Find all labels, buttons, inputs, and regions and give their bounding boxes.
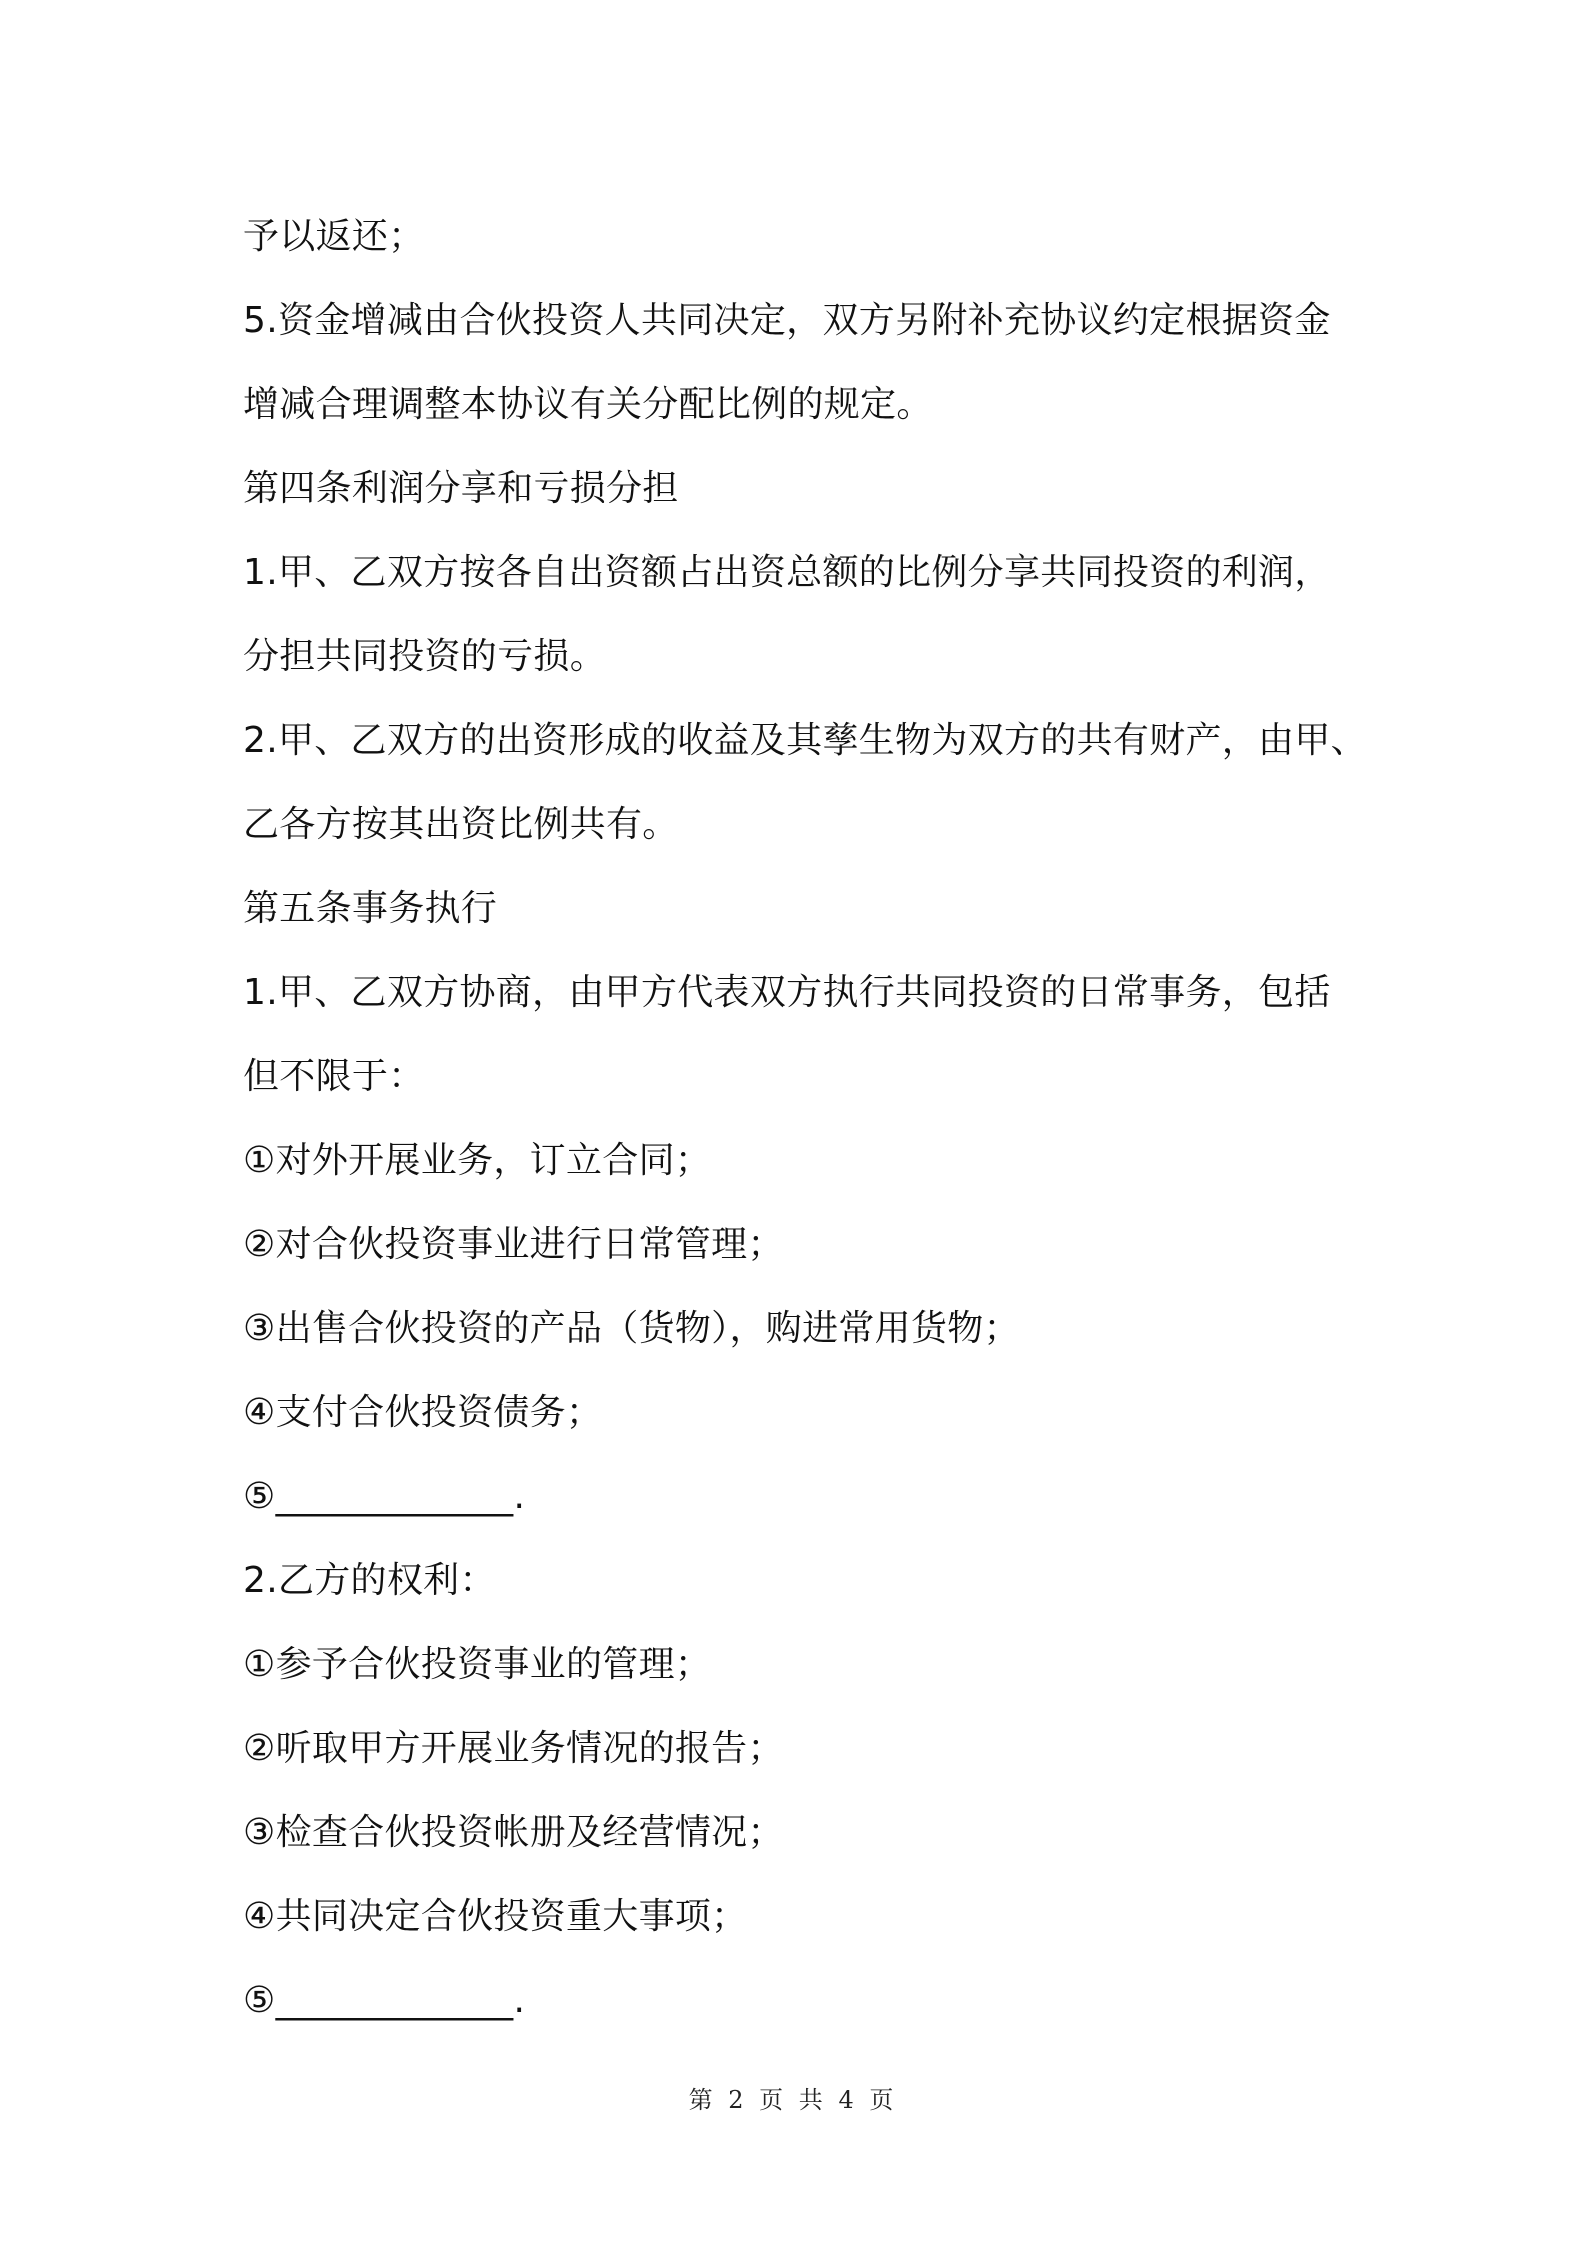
text-line: 乙各方按其出资比例共有。 [243, 804, 679, 845]
list-item-blank: ⑤_____________. [243, 1476, 526, 1517]
list-item: ③检查合伙投资帐册及经营情况； [243, 1812, 784, 1853]
text-line: 5.资金增减由合伙投资人共同决定，双方另附补充协议约定根据资金 [243, 300, 1331, 341]
list-item: ①对外开展业务，订立合同； [243, 1140, 712, 1181]
list-item: ④共同决定合伙投资重大事项； [243, 1896, 748, 1937]
section-heading: 第五条事务执行 [243, 888, 498, 929]
text-line: 1.甲、乙双方按各自出资额占出资总额的比例分享共同投资的利润， [243, 552, 1331, 593]
text-line: 2.甲、乙双方的出资形成的收益及其孳生物为双方的共有财产，由甲、 [243, 720, 1367, 761]
list-item: ①参予合伙投资事业的管理； [243, 1644, 712, 1685]
text-line: 1.甲、乙双方协商，由甲方代表双方执行共同投资的日常事务，包括 [243, 972, 1331, 1013]
list-item: ④支付合伙投资债务； [243, 1392, 603, 1433]
list-item: ②听取甲方开展业务情况的报告； [243, 1728, 784, 1769]
text-line: 但不限于： [243, 1056, 425, 1097]
text-line: 增减合理调整本协议有关分配比例的规定。 [243, 384, 933, 425]
text-line: 2.乙方的权利： [243, 1560, 496, 1601]
list-item-blank: ⑤_____________. [243, 1980, 526, 2021]
page-number: 第 2 页 共 4 页 [688, 2086, 898, 2114]
document-body [243, 195, 1367, 2043]
list-item: ③出售合伙投资的产品（货物），购进常用货物； [243, 1308, 1020, 1349]
text-line: 分担共同投资的亏损。 [243, 636, 607, 677]
text-line: 予以返还； [243, 216, 425, 257]
section-heading: 第四条利润分享和亏损分担 [243, 468, 679, 509]
list-item: ②对合伙投资事业进行日常管理； [243, 1224, 784, 1265]
